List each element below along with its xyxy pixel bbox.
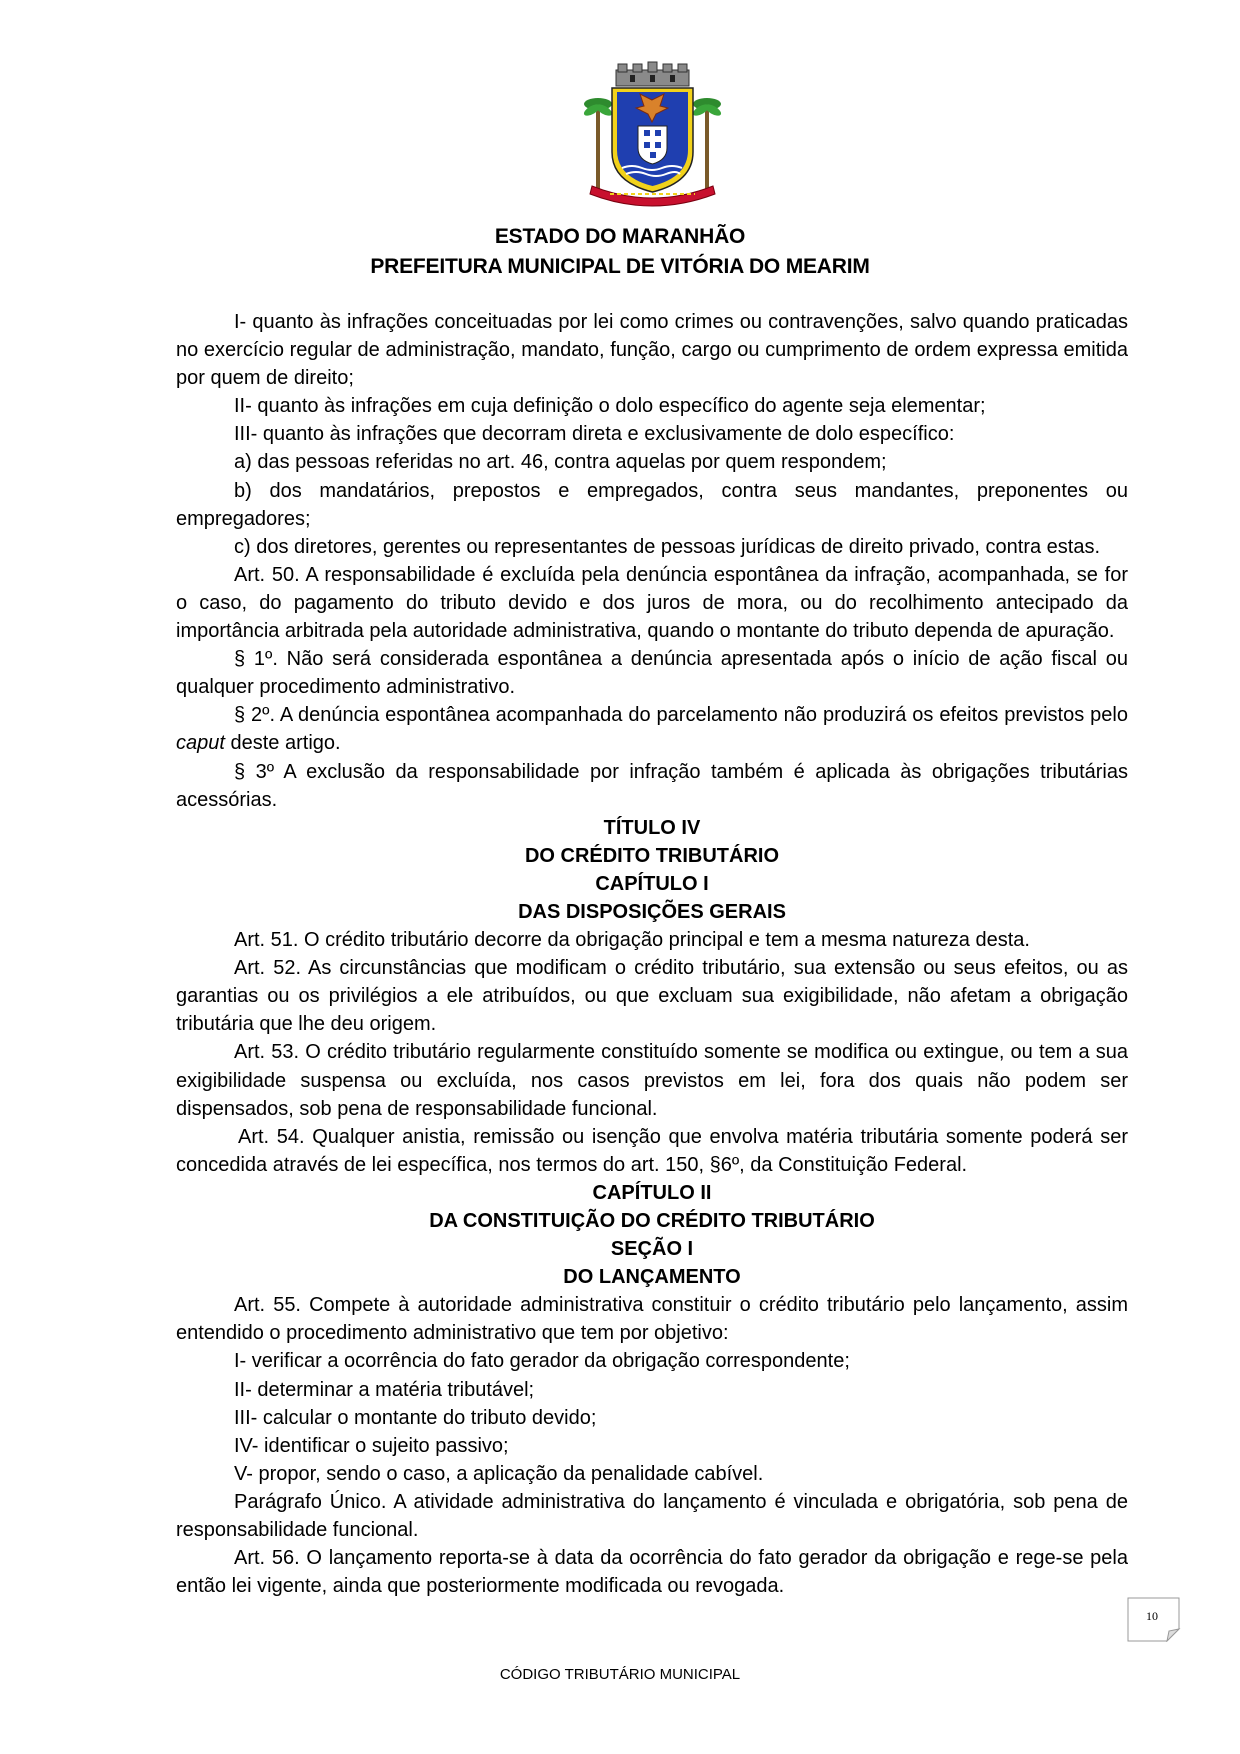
chapter-heading: CAPÍTULO II [592, 1181, 712, 1204]
paragraph: Art. 51. O crédito tributário decorre da obrigação principal e tem a mesma natureza desta. [234, 929, 1030, 952]
paragraph: Art. 55. Compete à autoridade administrativa constituir o crédito tributário pelo lançamento, assim entendido o procedimento administrativo que tem por objetivo: [176, 1294, 1128, 1345]
paragraph: Art. 54. Qualquer anistia, remissão ou isenção que envolva matéria tributária somente poderá ser concedida através de lei específica, nos termos do art. 150, §6º, da Constituição Federal. [176, 1125, 1128, 1176]
title-subheading: DO CRÉDITO TRIBUTÁRIO [524, 844, 780, 867]
right-palm-icon [691, 98, 723, 190]
paragraph: III- calcular o montante do tributo devido; [234, 1406, 597, 1429]
paragraph: b) dos mandatários, prepostos e empregados, contra seus mandantes, preponentes ou empregadores; [176, 479, 1128, 530]
document-footer: CÓDIGO TRIBUTÁRIO MUNICIPAL [499, 1666, 741, 1683]
paragraph: § 1º. Não será considerada espontânea a denúncia apresentada após o início de ação fiscal ou qualquer procedimento administrativo. [176, 648, 1128, 699]
municipality-header: PREFEITURA MUNICIPAL DE VITÓRIA DO MEARIM [370, 255, 870, 278]
paragraph: I- quanto às infrações conceituadas por lei como crimes ou contravenções, salvo quando praticadas no exercício regular de administração, mandato, função, cargo ou cumprimento de ordem expressa emitida por quem de direito; [176, 311, 1128, 390]
paragraph: Art. 52. As circunstâncias que modificam o crédito tributário, sua extensão ou seus efeitos, ou as garantias ou os privilégios a ele atribuídos, ou que excluam sua exigibilidade, não afetam a obrigação tributária que lhe deu origem. [176, 957, 1128, 1036]
paragraph: a) das pessoas referidas no art. 46, contra aquelas por quem respondem; [234, 451, 887, 474]
section-heading: SEÇÃO I [610, 1238, 694, 1261]
mural-crown-icon [616, 62, 689, 86]
paragraph-text: § 2º. A denúncia espontânea acompanhada do parcelamento não produzirá os efeitos previstos pelo [234, 704, 1128, 727]
paragraph: Art. 50. A responsabilidade é excluída pela denúncia espontânea da infração, acompanhada, se for o caso, do pagamento do tributo devido e dos juros de mora, ou do recolhimento antecipado da importância arbitrada pela autoridade administrativa, quando o montante do tributo dependa de apuração. [176, 563, 1128, 643]
state-header: ESTADO DO MARANHÃO [494, 225, 746, 248]
paragraph: Art. 53. O crédito tributário regularmente constituído somente se modifica ou extingue, ou tem a sua exigibilidade suspensa ou excluída, nos casos previstos em lei, fora dos quais não podem ser dispensados, sob pena de responsabilidade funcional. [176, 1041, 1128, 1120]
chapter-subheading: DA CONSTITUIÇÃO DO CRÉDITO TRIBUTÁRIO [429, 1210, 875, 1232]
section-subheading: DO LANÇAMENTO [563, 1266, 741, 1289]
municipal-coat-of-arms [580, 60, 725, 210]
paragraph: IV- identificar o sujeito passivo; [234, 1434, 509, 1457]
chapter-subheading: DAS DISPOSIÇÕES GERAIS [518, 900, 786, 923]
chapter-heading: CAPÍTULO I [595, 872, 709, 895]
document-body [176, 308, 1128, 1600]
paragraph: I- verificar a ocorrência do fato gerador da obrigação correspondente; [234, 1350, 850, 1373]
paragraph: § 3º A exclusão da responsabilidade por infração também é aplicada às obrigações tributárias acessórias. [176, 760, 1128, 811]
left-palm-icon [582, 98, 614, 190]
title-heading: TÍTULO IV [603, 816, 701, 839]
paragraph-text: deste artigo. [224, 732, 341, 755]
paragraph [176, 701, 1128, 757]
paragraph: c) dos diretores, gerentes ou representantes de pessoas jurídicas de direito privado, contra estas. [234, 535, 1101, 558]
paragraph: V- propor, sendo o caso, a aplicação da penalidade cabível. [234, 1462, 764, 1485]
paragraph: II- quanto às infrações em cuja definição o dolo específico do agente seja elementar; [234, 395, 986, 418]
page-number-box [1127, 1597, 1185, 1642]
italic-term: caput [176, 732, 225, 755]
paragraph: Parágrafo Único. A atividade administrativa do lançamento é vinculada e obrigatória, sob pena de responsabilidade funcional. [176, 1490, 1128, 1542]
paragraph: Art. 56. O lançamento reporta-se à data da ocorrência do fato gerador da obrigação e rege-se pela então lei vigente, ainda que posteriormente modificada ou revogada. [176, 1547, 1128, 1598]
shield-icon [612, 88, 693, 192]
paragraph: II- determinar a matéria tributável; [234, 1378, 535, 1401]
page-number: 10 [1146, 1609, 1158, 1623]
paragraph: III- quanto às infrações que decorram direta e exclusivamente de dolo específico: [234, 423, 955, 446]
